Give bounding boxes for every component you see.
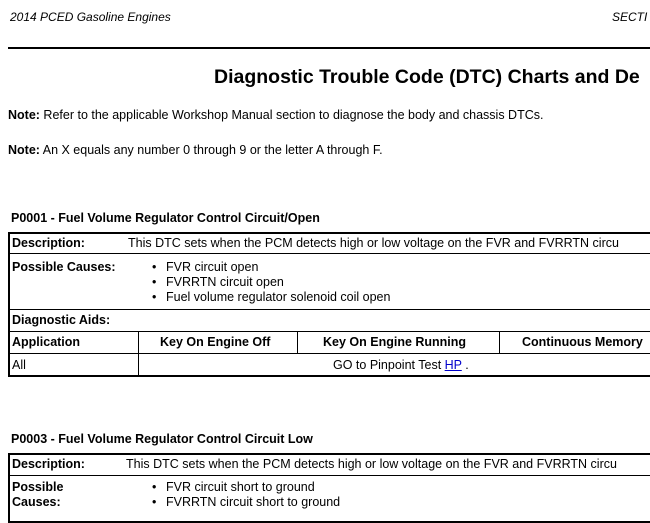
causes-list xyxy=(152,260,390,305)
dtc-p0001-title: P0001 - Fuel Volume Regulator Control Circuit/Open xyxy=(11,211,320,225)
table-col-rule xyxy=(297,331,298,353)
causes-list xyxy=(152,480,340,510)
pinpoint-test-hp-link[interactable]: HP xyxy=(444,358,462,372)
description-text: This DTC sets when the PCM detects high or low voltage on the FVR and FVRRTN circu xyxy=(128,236,619,250)
page-title: Diagnostic Trouble Code (DTC) Charts and De xyxy=(214,66,640,88)
pinpoint-end: . xyxy=(461,358,469,372)
note-label: Note: xyxy=(8,143,40,157)
cause-item: • FVR circuit open xyxy=(152,260,390,275)
diagnostic-aids-label: Diagnostic Aids: xyxy=(12,313,111,327)
description-label: Description: xyxy=(12,457,85,471)
table-rule xyxy=(8,331,650,332)
description-label: Description: xyxy=(12,236,85,250)
cause-item: • FVR circuit short to ground xyxy=(152,480,340,495)
header-section: SECTI xyxy=(612,10,648,24)
pinpoint-text: GO to Pinpoint Test xyxy=(333,358,445,372)
causes-label-line1: Possible xyxy=(12,480,64,494)
table-rule xyxy=(8,353,650,354)
row-application: All xyxy=(12,358,26,372)
description-text: This DTC sets when the PCM detects high or low voltage on the FVR and FVRRTN circu xyxy=(126,457,617,471)
col-application: Application xyxy=(12,335,81,349)
cause-item: • Fuel volume regulator solenoid coil open xyxy=(152,290,390,305)
table-rule xyxy=(8,475,650,476)
note-label: Note: xyxy=(8,108,40,122)
cause-item: • FVRRTN circuit short to ground xyxy=(152,495,340,510)
table-col-rule xyxy=(138,331,139,377)
note-text: Refer to the applicable Workshop Manual section to diagnose the body and chassis DTCs. xyxy=(39,108,544,122)
dtc-p0003-title: P0003 - Fuel Volume Regulator Control Circuit Low xyxy=(11,432,313,446)
header-doc-title: 2014 PCED Gasoline Engines xyxy=(10,10,171,24)
note-text: An X equals any number 0 through 9 or the letter A through F. xyxy=(39,143,383,157)
causes-label: Possible Causes: xyxy=(12,260,116,274)
col-koeo: Key On Engine Off xyxy=(160,335,271,349)
note-body-chassis xyxy=(8,108,543,122)
col-continuous-memory: Continuous Memory xyxy=(522,335,643,349)
note-x-equals xyxy=(8,143,383,157)
cause-item: • FVRRTN circuit open xyxy=(152,275,390,290)
causes-label-line2: Causes: xyxy=(12,495,61,509)
pinpoint-test-cell xyxy=(333,358,469,372)
header-divider xyxy=(8,47,650,49)
table-rule xyxy=(8,309,650,310)
table-rule xyxy=(8,253,650,254)
col-koer: Key On Engine Running xyxy=(323,335,467,349)
